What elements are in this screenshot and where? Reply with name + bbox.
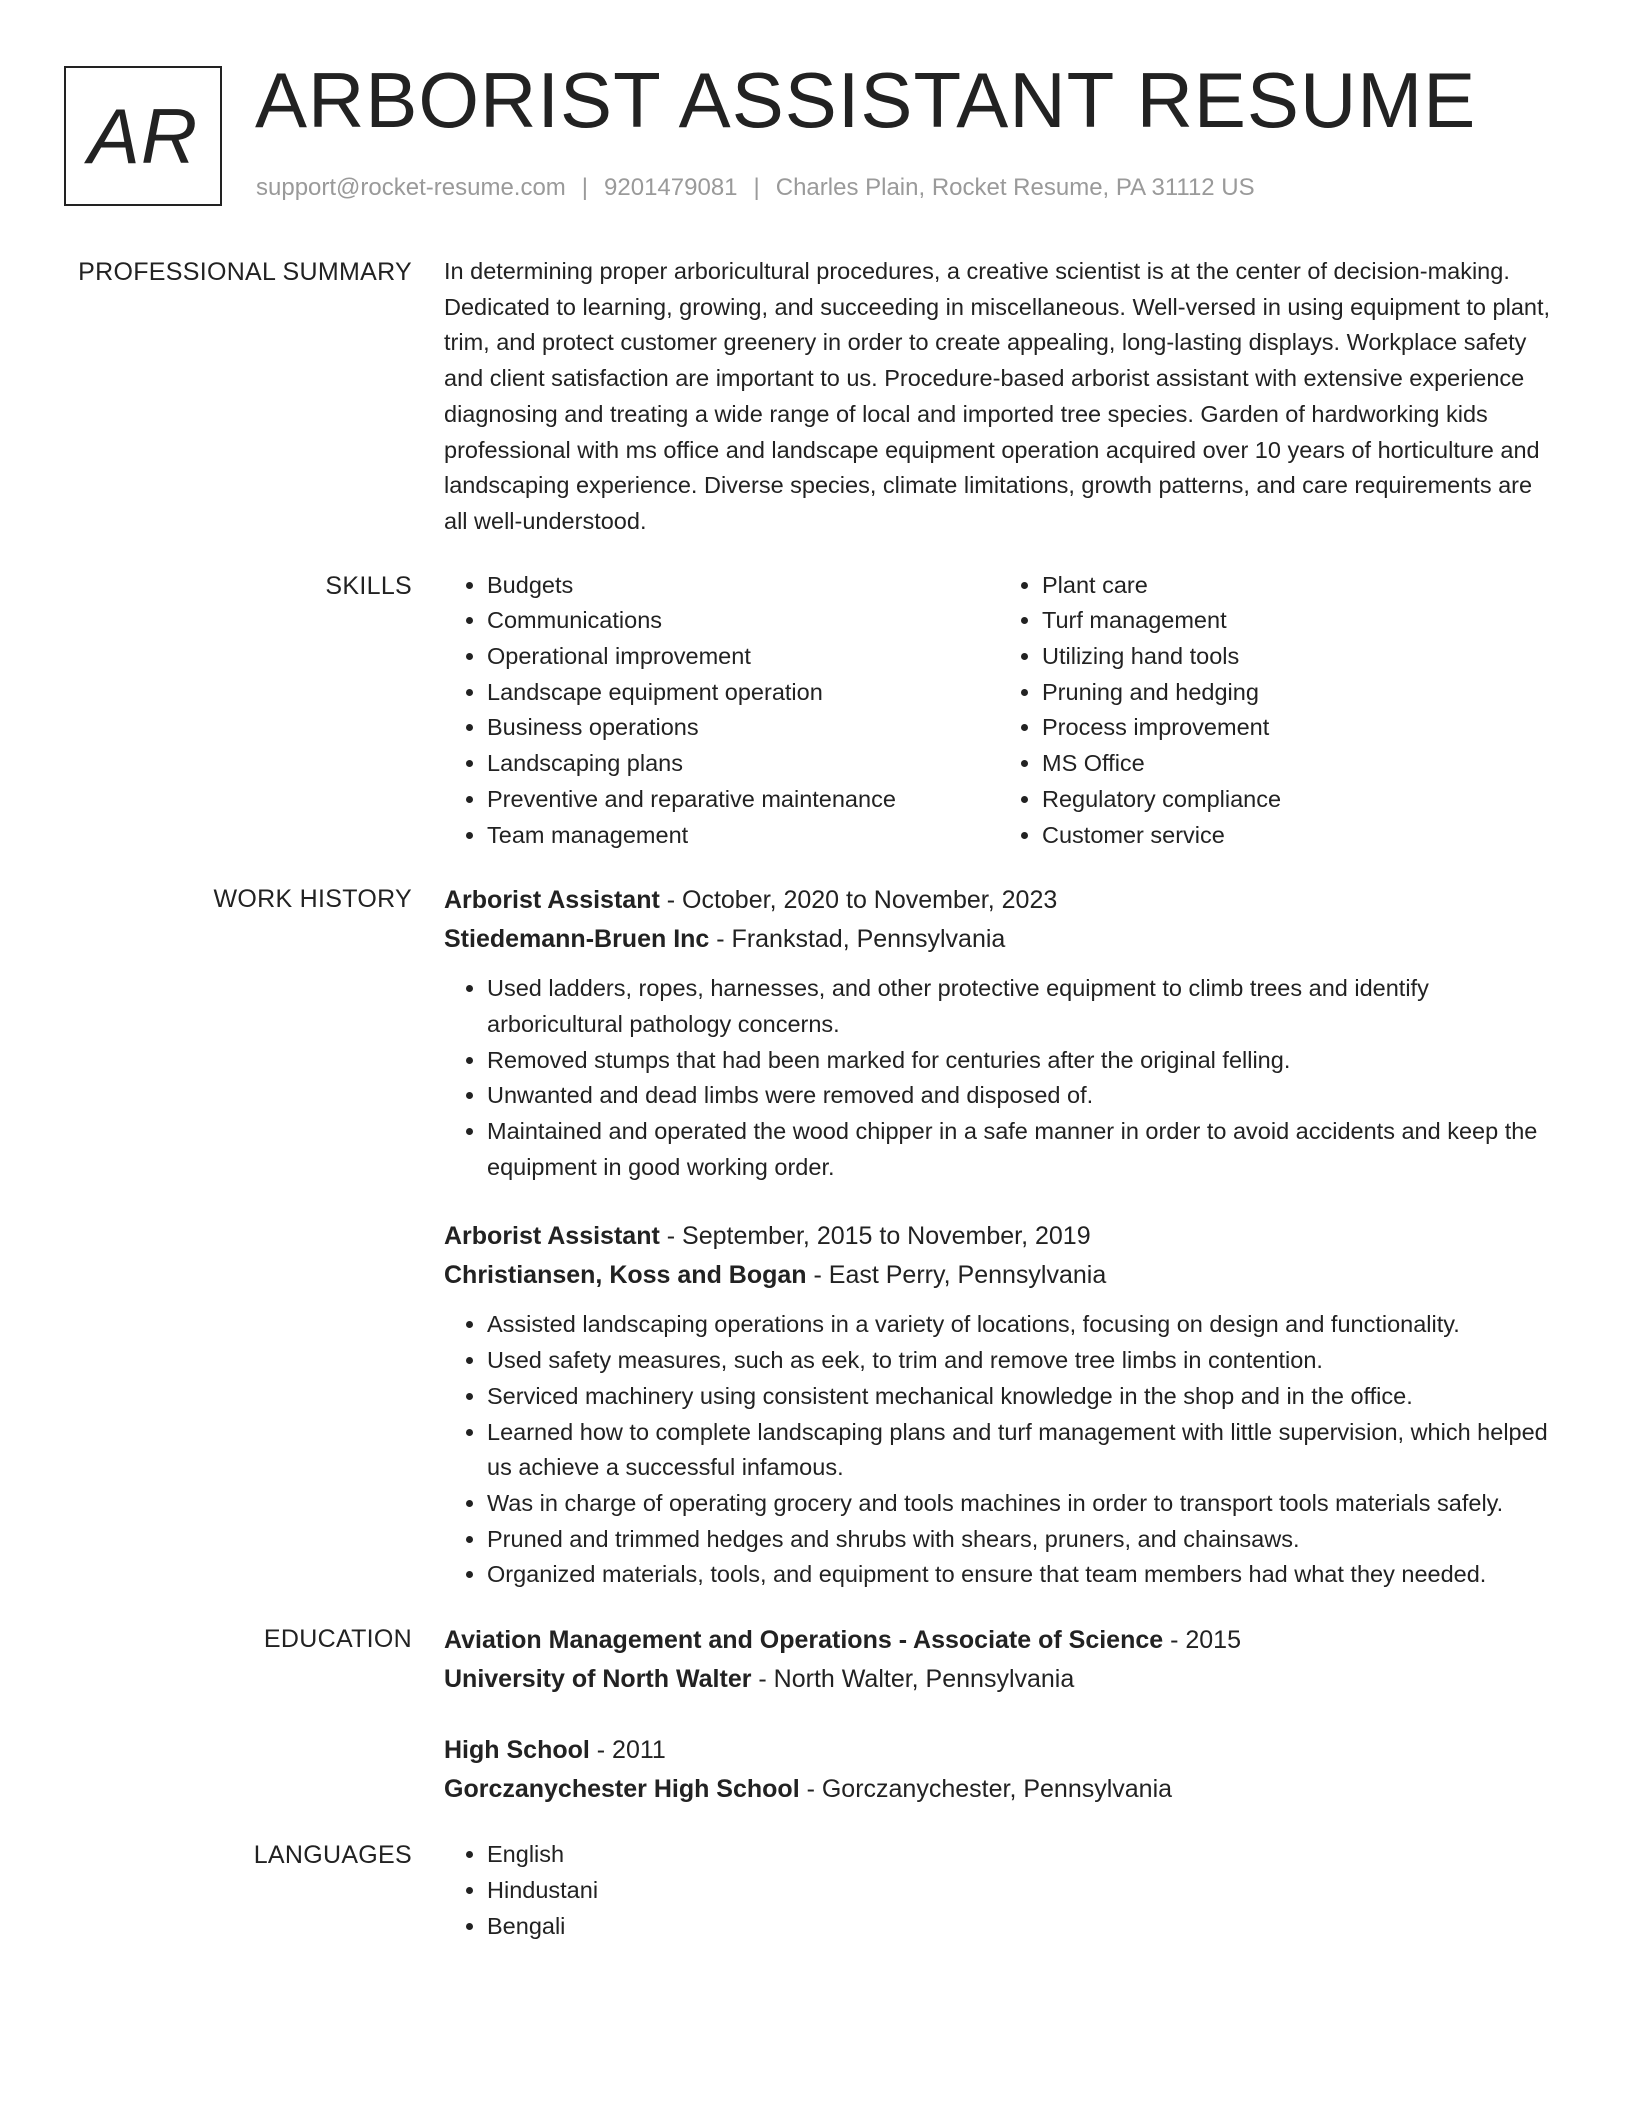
school-location: - Gorczanychester, Pennsylvania <box>799 1775 1173 1804</box>
skill-item: • Preventive and reparative maintenance <box>487 782 999 818</box>
section-label: LANGUAGES <box>253 1841 412 1870</box>
skill-item: • Utilizing hand tools <box>1042 639 1554 675</box>
job-employer <box>444 1256 1554 1295</box>
skill-item: • Communications <box>487 603 999 639</box>
monogram-initials: AR <box>87 91 199 180</box>
resume-content <box>0 254 1632 1972</box>
skill-item: • Budgets <box>487 568 999 604</box>
job-employer <box>444 920 1554 959</box>
school-location: - North Walter, Pennsylvania <box>751 1665 1075 1694</box>
skill-item: • Regulatory compliance <box>1042 782 1554 818</box>
education-year: - 2011 <box>589 1736 666 1765</box>
skill-item: • MS Office <box>1042 746 1554 782</box>
job-title: Arborist Assistant <box>444 1222 660 1251</box>
language-item: • Bengali <box>487 1909 1554 1945</box>
section-label: EDUCATION <box>263 1625 412 1654</box>
education-school-line <box>444 1770 1554 1809</box>
skills-list-column-2 <box>999 568 1554 854</box>
skill-item: • Customer service <box>1042 818 1554 854</box>
summary-text: In determining proper arboricultural procedures, a creative scientist is at the center of decision-making. Dedicated to learning, growing, and succeeding in miscellaneous. Well-versed in using equipment to plant, trim, and protect customer greenery in order to create appealing, long-lasting displays. Workplace safety and client satisfaction are important to us. Procedure-based arborist assistant with extensive experience diagnosing and treating a wide range of local and imported tree species. Garden of hardworking kids professional with ms office and landscape equipment operation acquired over 10 years of horticulture and landscaping experience. Diverse species, climate limitations, growth patterns, and care requirements are all well-understood. <box>444 258 1551 534</box>
job-bullet: • Used ladders, ropes, harnesses, and other protective equipment to climb trees and identify arboricultural pathology concerns. <box>487 971 1554 1042</box>
contact-phone[interactable]: 9201479081 <box>604 174 738 201</box>
job-bullet: • Removed stumps that had been marked for centuries after the original felling. <box>487 1043 1554 1079</box>
education-heading <box>444 1731 1554 1770</box>
school-name: University of North Walter <box>444 1665 752 1694</box>
skill-item: • Process improvement <box>1042 710 1554 746</box>
school-name: Gorczanychester High School <box>444 1775 800 1804</box>
section-label: PROFESSIONAL SUMMARY <box>78 258 412 286</box>
company-location: - Frankstad, Pennsylvania <box>709 925 1006 954</box>
company-location: - East Perry, Pennsylvania <box>806 1261 1107 1290</box>
education-entry <box>444 1731 1554 1809</box>
section-skills <box>0 568 1632 854</box>
skill-item: • Pruning and hedging <box>1042 675 1554 711</box>
job-bullets <box>444 971 1554 1185</box>
job-entry <box>444 881 1554 1185</box>
skills-list-column-1 <box>444 568 999 854</box>
section-label: SKILLS <box>325 571 412 600</box>
section-work-history <box>0 881 1632 1593</box>
section-professional-summary <box>0 254 1632 540</box>
job-bullet: • Unwanted and dead limbs were removed and disposed of. <box>487 1078 1554 1114</box>
skill-item: • Plant care <box>1042 568 1554 604</box>
section-education <box>0 1621 1632 1809</box>
job-bullet: • Serviced machinery using consistent mechanical knowledge in the shop and in the office. <box>487 1379 1554 1415</box>
job-bullet: • Was in charge of operating grocery and tools machines in order to transport tools materials safely. <box>487 1486 1554 1522</box>
language-item: • English <box>487 1837 1554 1873</box>
job-bullets <box>444 1307 1554 1593</box>
job-entry <box>444 1217 1554 1593</box>
contact-email[interactable]: support@rocket-resume.com <box>256 174 566 201</box>
job-bullet: • Assisted landscaping operations in a variety of locations, focusing on design and functionality. <box>487 1307 1554 1343</box>
job-title: Arborist Assistant <box>444 886 660 915</box>
monogram-box <box>64 66 222 206</box>
education-school-line <box>444 1660 1554 1699</box>
education-entry <box>444 1621 1554 1699</box>
resume-title: ARBORIST ASSISTANT RESUME <box>255 56 1477 144</box>
job-dates: - September, 2015 to November, 2019 <box>659 1222 1091 1251</box>
skill-item: • Business operations <box>487 710 999 746</box>
languages-list <box>444 1837 1554 1944</box>
job-bullet: • Learned how to complete landscaping plans and turf management with little supervision, which helped us achieve a successful infamous. <box>487 1415 1554 1486</box>
job-heading <box>444 881 1554 920</box>
contact-separator: | <box>581 174 589 201</box>
contact-address: Charles Plain, Rocket Resume, PA 31112 US <box>775 174 1255 201</box>
company-name: Stiedemann-Bruen Inc <box>444 925 710 954</box>
education-degree: High School <box>444 1736 590 1765</box>
language-item: • Hindustani <box>487 1873 1554 1909</box>
job-dates: - October, 2020 to November, 2023 <box>659 886 1058 915</box>
skill-item: • Team management <box>487 818 999 854</box>
skill-item: • Landscaping plans <box>487 746 999 782</box>
section-languages <box>0 1837 1632 1944</box>
section-label: WORK HISTORY <box>213 885 412 914</box>
job-heading <box>444 1217 1554 1256</box>
education-year: - 2015 <box>1163 1626 1241 1655</box>
job-bullet: • Maintained and operated the wood chipper in a safe manner in order to avoid accidents and keep the equipment in good working order. <box>487 1114 1554 1185</box>
skill-item: • Landscape equipment operation <box>487 675 999 711</box>
education-heading <box>444 1621 1554 1660</box>
company-name: Christiansen, Koss and Bogan <box>444 1261 807 1290</box>
job-bullet: • Organized materials, tools, and equipment to ensure that team members had what they needed. <box>487 1557 1554 1593</box>
contact-separator: | <box>753 174 760 201</box>
skill-item: • Operational improvement <box>487 639 999 675</box>
skill-item: • Turf management <box>1042 603 1554 639</box>
job-bullet: • Pruned and trimmed hedges and shrubs with shears, pruners, and chainsaws. <box>487 1522 1554 1558</box>
job-bullet: • Used safety measures, such as eek, to trim and remove tree limbs in contention. <box>487 1343 1554 1379</box>
contact-line <box>256 174 1255 202</box>
education-degree: Aviation Management and Operations - Associate of Science <box>444 1626 1164 1655</box>
